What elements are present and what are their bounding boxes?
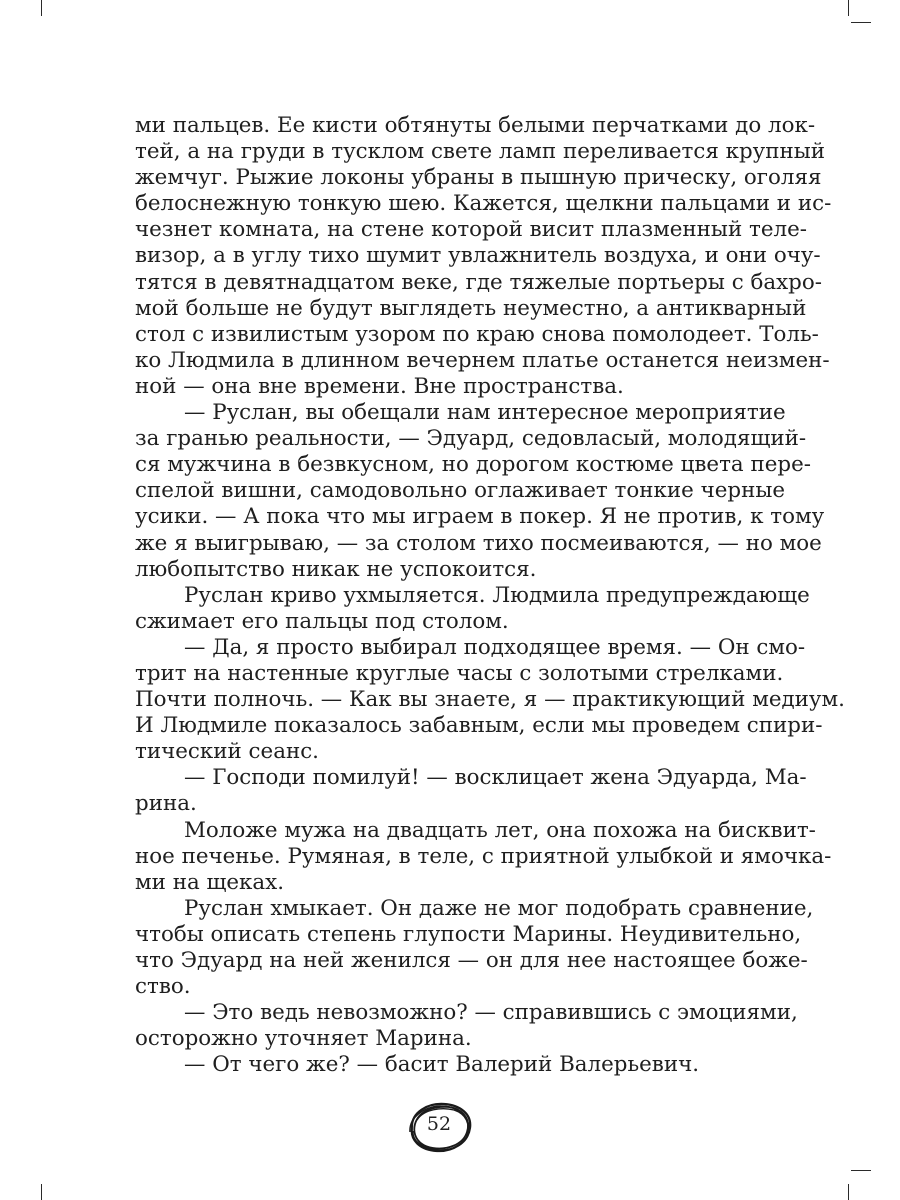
text-line: мой больше не будут выглядеть неуместно, а антикварный bbox=[135, 295, 807, 321]
text-line: И Людмиле показалось забавным, если мы проведем спири- bbox=[135, 713, 823, 739]
text-line: за гранью реальности, — Эдуард, седовласый, молодящий- bbox=[135, 426, 807, 452]
body-text bbox=[135, 113, 845, 1078]
text-line: же я выигрываю, — за столом тихо посмеиваются, — но мое bbox=[135, 530, 822, 556]
text-line: Моложе мужа на двадцать лет, она похожа на бисквит- bbox=[184, 817, 816, 843]
text-line: ми пальцев. Ее кисти обтянуты белыми перчатками до лок- bbox=[135, 113, 816, 138]
text-line: Почти полночь. — Как вы знаете, я — практикующий медиум. bbox=[135, 687, 845, 713]
text-line: визор, а в углу тихо шумит увлажнитель воздуха, и они очу- bbox=[135, 243, 821, 269]
text-line: ной — она вне времени. Вне пространства. bbox=[135, 373, 624, 399]
text-line: любопытство никак не успокоится. bbox=[135, 556, 537, 582]
text-line: стол с извилистым узором по краю снова помолодеет. Толь- bbox=[135, 321, 819, 347]
text-line: тей, а на груди в тусклом свете ламп переливается крупный bbox=[135, 139, 826, 165]
crop-mark-top-left bbox=[41, 0, 42, 16]
text-line: усики. — А пока что мы играем в покер. Я не против, к тому bbox=[135, 504, 825, 530]
text-line: трит на настенные круглые часы с золотыми стрелками. bbox=[135, 660, 784, 686]
crop-mark-right-bottom bbox=[851, 1170, 871, 1171]
text-line: ство. bbox=[135, 974, 191, 1000]
text-line: — Да, я просто выбирал подходящее время. — Он смо- bbox=[184, 634, 806, 660]
text-line: белоснежную тонкую шею. Кажется, щелкни пальцами и ис- bbox=[135, 191, 832, 217]
text-line: чезнет комната, на стене которой висит плазменный теле- bbox=[135, 217, 807, 243]
text-line: чтобы описать степень глупости Марины. Неудивительно, bbox=[135, 921, 802, 947]
text-line: рина. bbox=[135, 791, 197, 817]
crop-mark-bottom-right bbox=[848, 1184, 849, 1200]
text-line: тятся в девятнадцатом веке, где тяжелые портьеры с бахро- bbox=[135, 269, 822, 295]
text-line: Руслан криво ухмыляется. Людмила предупреждающе bbox=[184, 582, 810, 608]
text-line: — Господи помилуй! — восклицает жена Эдуарда, Ма- bbox=[184, 765, 807, 791]
text-line: — Это ведь невозможно? — справившись с эмоциями, bbox=[184, 1000, 798, 1026]
page-number-badge bbox=[402, 1098, 476, 1156]
crop-mark-bottom-left bbox=[41, 1184, 42, 1200]
text-line: осторожно уточняет Марина. bbox=[135, 1026, 472, 1052]
text-line: ми на щеках. bbox=[135, 869, 285, 895]
text-line: ся мужчина в безвкусном, но дорогом костюме цвета пере- bbox=[135, 452, 811, 478]
page-number: 52 bbox=[426, 1113, 452, 1135]
text-line: ко Людмила в длинном вечернем платье останется неизмен- bbox=[135, 347, 830, 373]
text-line: Руслан хмыкает. Он даже не мог подобрать сравнение, bbox=[184, 895, 814, 921]
text-line: — Руслан, вы обещали нам интересное мероприятие bbox=[184, 400, 786, 426]
crop-mark-right-top bbox=[851, 22, 871, 23]
text-line: тический сеанс. bbox=[135, 739, 319, 765]
crop-mark-top-right bbox=[848, 0, 849, 16]
text-line: ное печенье. Румяная, в теле, с приятной улыбкой и ямочка- bbox=[135, 843, 832, 869]
text-line: спелой вишни, самодовольно оглаживает тонкие черные bbox=[135, 478, 786, 504]
text-line: сжимает его пальцы под столом. bbox=[135, 608, 509, 634]
text-line: жемчуг. Рыжие локоны убраны в пышную прическу, оголяя bbox=[135, 165, 822, 191]
text-line: — От чего же? — басит Валерий Валерьевич. bbox=[184, 1052, 700, 1078]
text-line: что Эдуард на ней женился — он для нее настоящее боже- bbox=[135, 948, 808, 973]
